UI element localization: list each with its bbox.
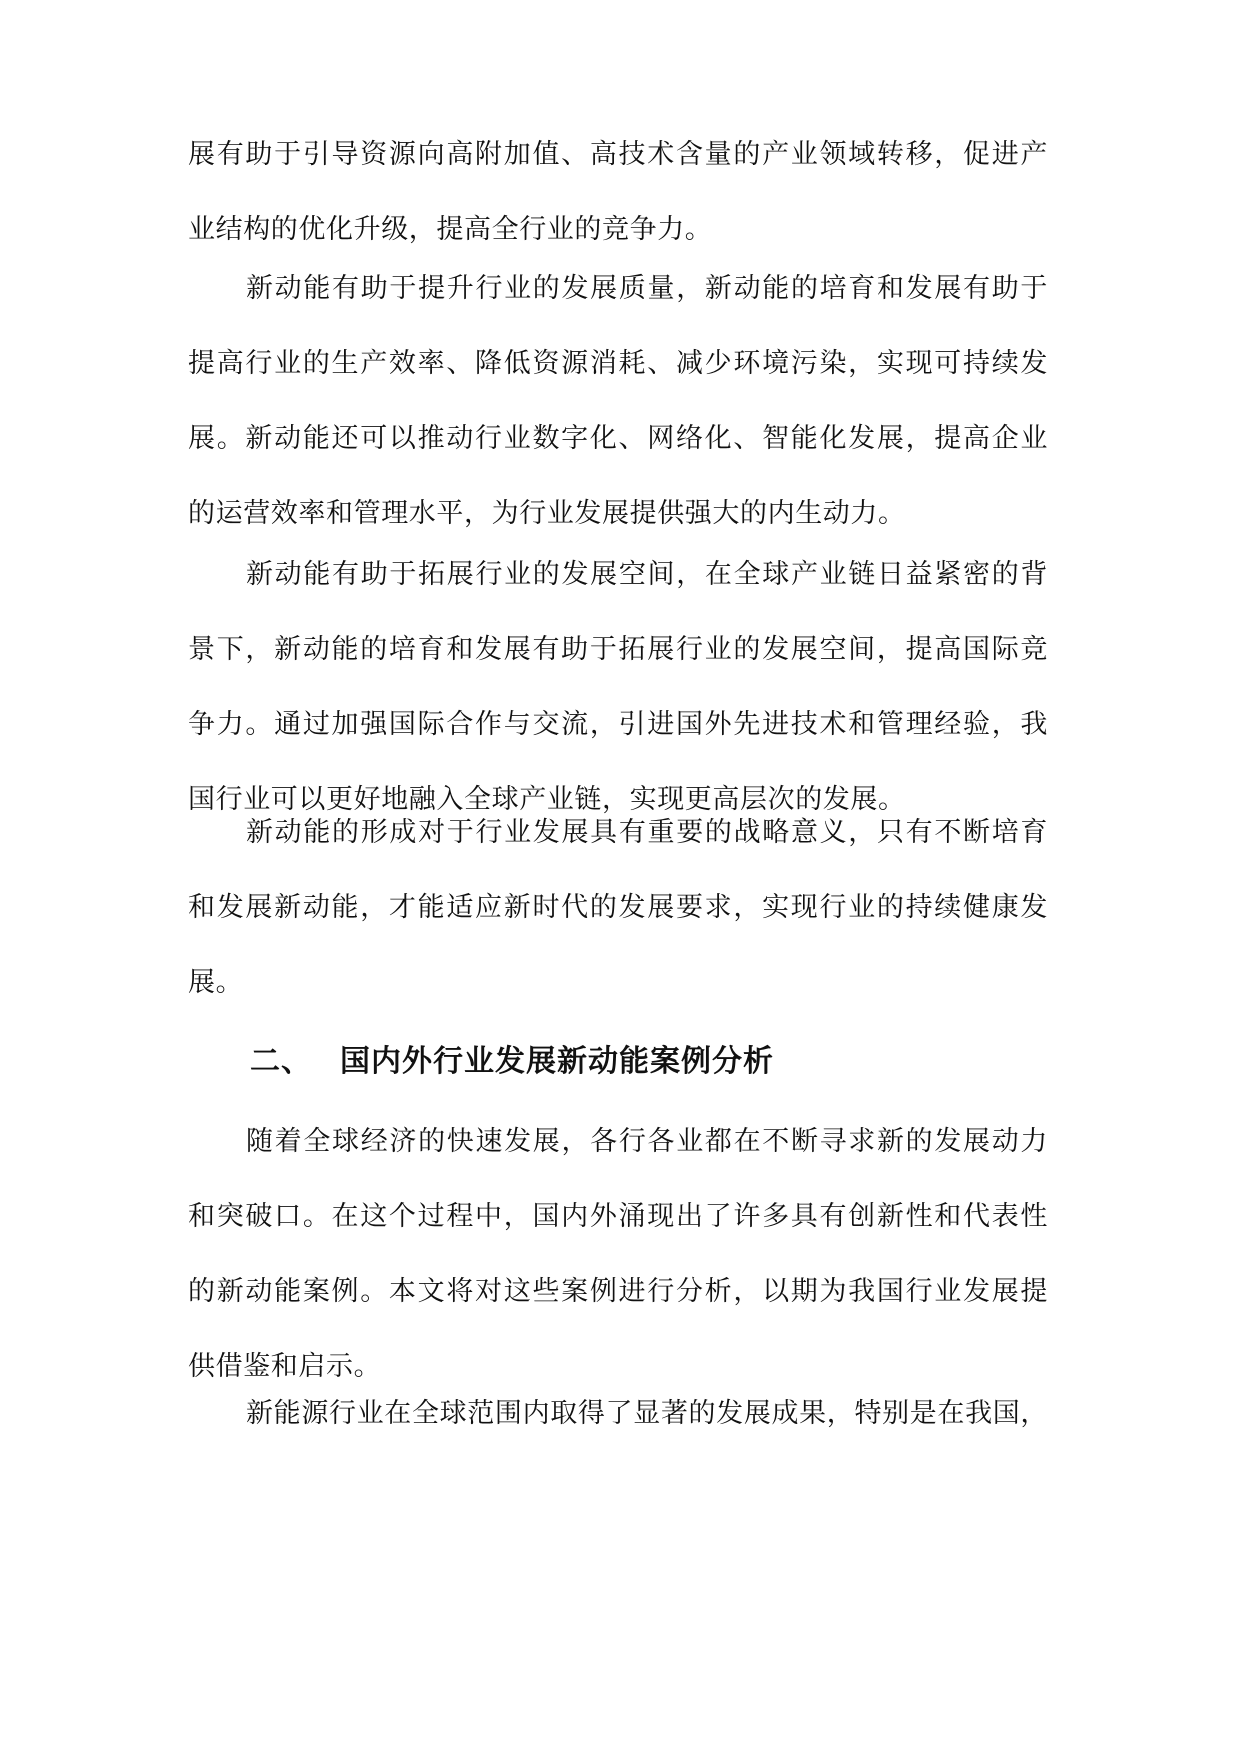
- text-line: 新动能有助于拓展行业的发展空间，在全球产业链日益紧密的背: [246, 559, 1048, 590]
- text-line: 和发展新动能，才能适应新时代的发展要求，实现行业的持续健康发: [188, 892, 1048, 923]
- text-line: 新能源行业在全球范围内取得了显著的发展成果，特别是在我国，: [246, 1398, 1048, 1429]
- text-line: 和突破口。在这个过程中，国内外涌现出了许多具有创新性和代表性: [188, 1201, 1048, 1232]
- text-line: 新动能的形成对于行业发展具有重要的战略意义，只有不断培育: [246, 817, 1048, 848]
- paragraph: [188, 251, 1048, 551]
- text-line: 展有助于引导资源向高附加值、高技术含量的产业领域转移，促进产: [188, 139, 1048, 170]
- section-title: 国内外行业发展新动能案例分析: [340, 1044, 774, 1079]
- paragraph: [188, 1104, 1048, 1404]
- text-line: 业结构的优化升级，提高全行业的竞争力。: [188, 214, 713, 245]
- text-line: 展。: [188, 967, 244, 998]
- text-line: 供借鉴和启示。: [188, 1351, 382, 1382]
- paragraph: [188, 537, 1048, 837]
- text-line: 新动能有助于提升行业的发展质量，新动能的培育和发展有助于: [246, 273, 1048, 304]
- text-line: 争力。通过加强国际合作与交流，引进国外先进技术和管理经验，我: [188, 709, 1048, 740]
- text-line: 国行业可以更好地融入全球产业链，实现更高层次的发展。: [188, 784, 906, 815]
- section-number: 二、: [250, 1044, 312, 1079]
- text-line: 随着全球经济的快速发展，各行各业都在不断寻求新的发展动力: [246, 1126, 1048, 1157]
- text-line: 的新动能案例。本文将对这些案例进行分析，以期为我国行业发展提: [188, 1276, 1048, 1307]
- text-line: 的运营效率和管理水平，为行业发展提供强大的内生动力。: [188, 498, 906, 529]
- text-line: 提高行业的生产效率、降低资源消耗、减少环境污染，实现可持续发: [188, 348, 1048, 379]
- text-line: 展。新动能还可以推动行业数字化、网络化、智能化发展，提高企业: [188, 423, 1048, 454]
- text-line: 景下，新动能的培育和发展有助于拓展行业的发展空间，提高国际竞: [188, 634, 1048, 665]
- section-heading: [250, 1022, 1010, 1102]
- paragraph: [188, 795, 1048, 1020]
- paragraph: [188, 117, 1048, 267]
- paragraph: [188, 1376, 1048, 1451]
